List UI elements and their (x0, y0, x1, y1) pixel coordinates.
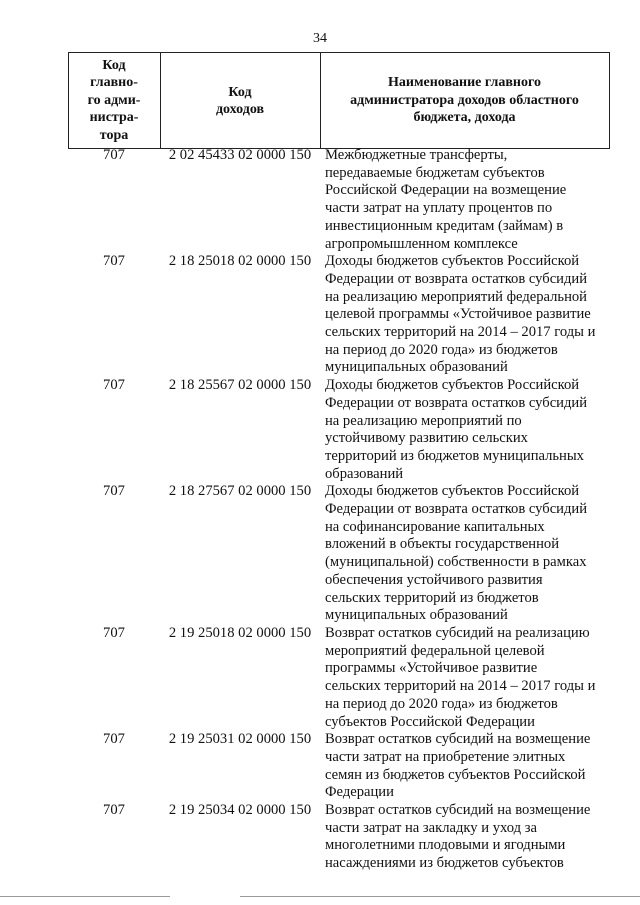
revenue-name-line: Доходы бюджетов субъектов Российской (325, 253, 580, 270)
revenue-name-line: на реализацию мероприятий по (325, 412, 522, 429)
admin-code-cell: 707 (103, 147, 125, 163)
revenue-name-line: на реализацию мероприятий федеральной (325, 288, 587, 305)
admin-code-cell: 707 (103, 253, 125, 270)
revenue-name-line: целевой программы «Устойчивое развитие (325, 306, 591, 323)
revenue-name-line: Российской Федерации на возмещение (325, 182, 567, 199)
admin-code-cell: 707 (103, 377, 125, 394)
revenue-name-line: Федерации от возврата остатков субсидий (325, 270, 588, 287)
header-admin-code: Код главно- го адми- нистра- тора (87, 57, 141, 143)
revenue-name-line: Доходы бюджетов субъектов Российской (325, 483, 580, 500)
table-row (68, 731, 610, 802)
revenue-name-line: многолетними плодовыми и ягодными (325, 837, 566, 854)
table-row (68, 377, 610, 483)
revenue-name-cell (320, 483, 610, 625)
revenue-name-line: Возврат остатков субсидий на возмещение (325, 802, 591, 819)
revenue-name-line: передаваемые бюджетам субъектов (325, 164, 545, 181)
revenue-name-line: (муниципальной) собственности в рамках (325, 554, 587, 571)
admin-code-cell: 707 (103, 624, 125, 641)
revenue-code-cell: 2 18 27567 02 0000 150 (168, 483, 312, 500)
table-body (68, 147, 610, 873)
revenue-name-line: насаждениями из бюджетов субъектов (325, 855, 564, 872)
revenue-name-line: части затрат на уплату процентов по (325, 200, 553, 217)
revenue-name-line: Федерации от возврата остатков субсидий (325, 394, 588, 411)
revenue-name-line: агропромышленном комплексе (325, 235, 518, 252)
revenue-code-cell: 2 19 25031 02 0000 150 (168, 731, 312, 748)
table-header (68, 52, 610, 149)
header-revenue-code: Код доходов (215, 84, 265, 117)
revenue-name-line: части затрат на закладку и уход за (325, 819, 537, 836)
table-row (68, 147, 610, 253)
revenue-name-line: семян из бюджетов субъектов Российской (325, 766, 586, 783)
revenue-name-line: сельских территорий на 2014 – 2017 годы и (325, 324, 596, 341)
revenue-name-line: на период до 2020 года» из бюджетов (325, 341, 558, 358)
revenue-name-cell (320, 625, 610, 731)
revenue-name-line: на период до 2020 года» из бюджетов (325, 695, 558, 712)
scan-edge-right (240, 896, 640, 897)
revenue-name-line: муниципальных образований (325, 607, 508, 624)
revenue-name-line: территорий из бюджетов муниципальных (325, 447, 584, 464)
table-row (68, 253, 610, 377)
revenue-name-line: образований (325, 465, 404, 482)
revenue-code-cell: 2 18 25567 02 0000 150 (168, 377, 312, 394)
revenue-name-line: Доходы бюджетов субъектов Российской (325, 377, 580, 394)
revenue-name-line: части затрат на приобретение элитных (325, 748, 566, 765)
revenue-name-line: Федерации (325, 784, 394, 801)
revenue-name-line: Федерации от возврата остатков субсидий (325, 501, 588, 518)
revenue-code-cell: 2 02 45433 02 0000 150 (168, 147, 312, 163)
header-name: Наименование главного администратора доходов областного бюджета, дохода (350, 75, 579, 126)
revenue-name-line: сельских территорий на 2014 – 2017 годы и (325, 678, 596, 695)
revenue-code-cell: 2 19 25018 02 0000 150 (168, 624, 312, 641)
revenue-name-line: на софинансирование капитальных (325, 518, 545, 535)
revenue-name-line: муниципальных образований (325, 359, 508, 376)
table-row (68, 802, 610, 873)
scan-edge-left (0, 896, 170, 897)
revenue-name-line: сельских территорий из бюджетов (325, 589, 539, 606)
revenue-name-line: Возврат остатков субсидий на возмещение (325, 731, 591, 748)
revenue-name-cell (320, 253, 610, 377)
revenue-name-cell (320, 377, 610, 483)
revenue-name-cell (320, 802, 610, 873)
revenue-name-cell (320, 147, 610, 253)
revenue-name-line: обеспечения устойчивого развития (325, 571, 543, 588)
admin-code-cell: 707 (103, 483, 125, 500)
table-row (68, 483, 610, 625)
page-number: 34 (313, 31, 327, 46)
admin-code-cell: 707 (103, 731, 125, 748)
admin-code-cell: 707 (103, 802, 125, 819)
revenue-name-line: вложений в объекты государственной (325, 536, 560, 553)
revenue-name-line: Возврат остатков субсидий на реализацию (325, 624, 590, 641)
revenue-code-cell: 2 18 25018 02 0000 150 (168, 253, 312, 270)
revenue-code-cell: 2 19 25034 02 0000 150 (168, 802, 312, 819)
revenue-name-line: инвестиционным кредитам (займам) в (325, 217, 564, 234)
revenue-name-line: субъектов Российской Федерации (325, 713, 535, 730)
revenue-name-line: Межбюджетные трансферты, (325, 147, 508, 163)
revenue-name-line: мероприятий федеральной целевой (325, 642, 545, 659)
revenue-name-cell (320, 731, 610, 802)
revenue-name-line: устойчивому развитию сельских (325, 430, 528, 447)
revenue-name-line: программы «Устойчивое развитие (325, 660, 538, 677)
table-row (68, 625, 610, 731)
